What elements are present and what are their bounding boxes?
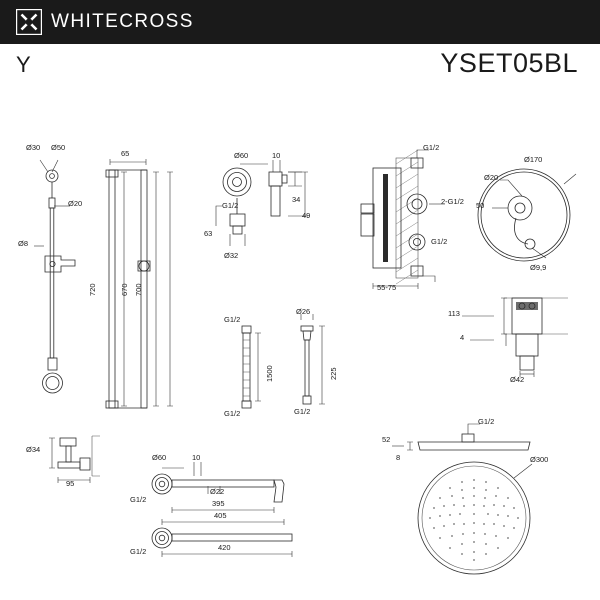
label-8: 8	[396, 453, 401, 462]
label-d170: Ø170	[524, 155, 543, 164]
label-34: 34	[292, 195, 301, 204]
label-d32: Ø32	[224, 251, 239, 260]
label-95: 95	[66, 479, 75, 488]
thermostat-plate-drawing	[472, 155, 587, 275]
rail-bar-drawing	[88, 148, 203, 418]
label-g12-arm-lower: G1/2	[130, 547, 147, 556]
label-2-g12: 2-G1/2	[441, 197, 464, 206]
label-49: 49	[302, 211, 311, 220]
label-d60-outlet: Ø60	[234, 151, 249, 160]
brand-name: WHITECROSS	[51, 11, 194, 32]
thermostatic-body-drawing	[355, 143, 465, 298]
label-d30: Ø30	[26, 143, 41, 152]
label-420: 420	[218, 543, 231, 552]
wall-outlet-drawing	[204, 150, 320, 270]
label-d50: Ø50	[51, 143, 66, 152]
label-g12-rain: G1/2	[478, 417, 495, 426]
label-50: 50	[476, 201, 485, 210]
label-d99: Ø9,9	[530, 263, 547, 272]
title-row	[0, 48, 600, 92]
label-55-75: 55-75	[377, 283, 397, 292]
shower-hose-drawing	[222, 315, 282, 418]
label-g12-arm-upper: G1/2	[130, 495, 147, 504]
label-63: 63	[204, 229, 213, 238]
label-d8: Ø8	[18, 239, 29, 248]
whitecross-x-logo-icon	[16, 9, 42, 35]
label-52: 52	[382, 435, 391, 444]
label-113: 113	[448, 309, 460, 318]
brand-logo	[16, 9, 194, 35]
shower-slide-rail-drawing	[18, 140, 108, 420]
label-d34: Ø34	[26, 445, 41, 454]
label-395: 395	[212, 499, 225, 508]
label-g12-handshower: G1/2	[294, 407, 311, 416]
product-code: YSET05BL	[440, 48, 578, 78]
label-d42: Ø42	[510, 375, 525, 384]
hand-shower-drawing	[288, 307, 348, 418]
label-d20: Ø20	[68, 199, 83, 208]
label-1500: 1500	[265, 365, 274, 382]
label-d22: Ø22	[210, 487, 225, 496]
label-4: 4	[460, 333, 465, 342]
header-bar	[0, 0, 600, 44]
label-670: 670	[120, 283, 129, 296]
label-700: 700	[134, 283, 143, 296]
label-d60-arm: Ø60	[152, 453, 167, 462]
label-g12-bottom: G1/2	[431, 237, 448, 246]
label-10-arm: 10	[192, 453, 201, 462]
label-d20-plate: Ø20	[484, 173, 499, 182]
rain-head-drawing	[382, 417, 580, 580]
label-g12-outlet: G1/2	[222, 201, 239, 210]
label-65: 65	[121, 149, 130, 158]
label-g12-top: G1/2	[423, 143, 440, 152]
label-g12-hose-bottom: G1/2	[224, 409, 241, 418]
shower-arms-drawing	[130, 453, 328, 566]
wall-bracket-drawing	[28, 430, 118, 492]
label-405: 405	[214, 511, 227, 520]
label-d26: Ø26	[296, 307, 311, 316]
label-g12-hose-top: G1/2	[224, 315, 241, 324]
label-d300: Ø300	[530, 455, 549, 464]
concealed-box-drawing	[450, 290, 570, 390]
label-10-outlet: 10	[272, 151, 281, 160]
label-720: 720	[88, 283, 97, 296]
label-225: 225	[329, 367, 338, 380]
series-letter: Y	[16, 52, 31, 77]
